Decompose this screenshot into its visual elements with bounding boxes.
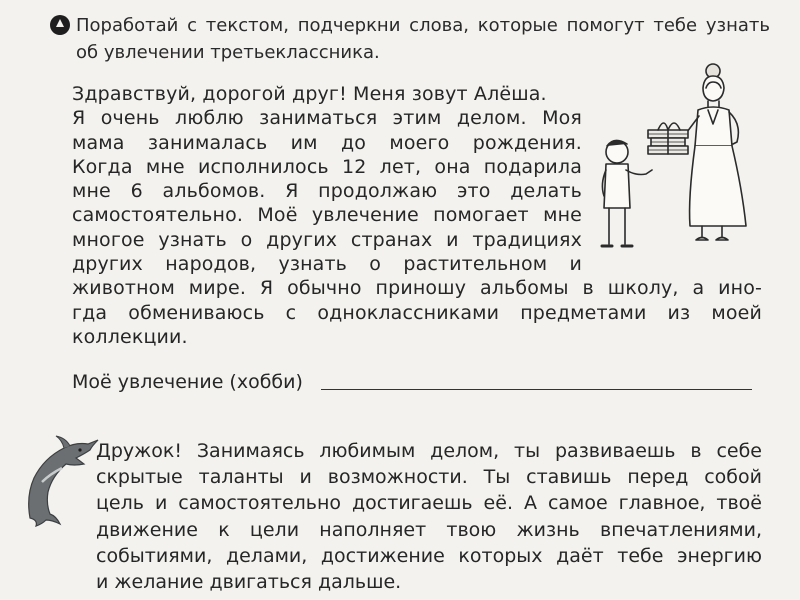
letter-line: животном мире. Я обычно приношу альбомы в школу, а ино- xyxy=(72,277,762,300)
advice-text xyxy=(96,438,762,595)
task-instruction: Поработай с текстом, подчеркни слова, которые помогут тебе узнать об увлечении третьеклассника. xyxy=(76,15,770,63)
advice-line: и желание двигаться дальше. xyxy=(96,571,402,594)
advice-line: цель и самостоятельно достигаешь её. А самое главное, твоё xyxy=(96,492,762,515)
advice-line: событиями, делами, достижение которых даёт тебе энергию xyxy=(96,544,762,567)
advice-line: скрытые таланты и возможности. Ты ставишь перед собой xyxy=(96,466,762,489)
letter-line: коллекции. xyxy=(72,325,188,348)
advice-line: Дружок! Занимаясь любимым делом, ты развиваешь в себе xyxy=(96,440,762,462)
advice-line: движение к цели наполняет твою жизнь впечатлениями, xyxy=(96,518,762,541)
mother-gives-gift-to-boy-illustration xyxy=(592,58,772,254)
dolphin-icon xyxy=(20,432,100,527)
hobby-answer-row xyxy=(72,369,762,397)
letter-line: Здравствуй, дорогой друг! Меня зовут Алёша. xyxy=(72,83,547,105)
hobby-label: Моё увлечение (хобби) xyxy=(72,371,303,393)
hobby-answer-field[interactable] xyxy=(321,389,752,390)
letter-line: гда обмениваюсь с одноклассниками предметами из моей xyxy=(72,301,762,324)
triangle-marker-icon xyxy=(50,15,70,35)
letter-line: мама занималась им до моего рождения. xyxy=(72,131,582,154)
letter-line: мне 6 альбомов. Я продолжаю это делать xyxy=(72,180,582,203)
letter-line: Я очень люблю заниматься этим делом. Моя xyxy=(72,107,582,130)
letter-line: Когда мне исполнилось 12 лет, она подарила xyxy=(72,155,582,178)
letter-line: самостоятельно. Моё увлечение помогает мне xyxy=(72,204,582,227)
letter-line: других народов, узнать о растительном и xyxy=(72,253,582,276)
letter-line: многое узнать о других странах и традициях xyxy=(72,228,582,251)
